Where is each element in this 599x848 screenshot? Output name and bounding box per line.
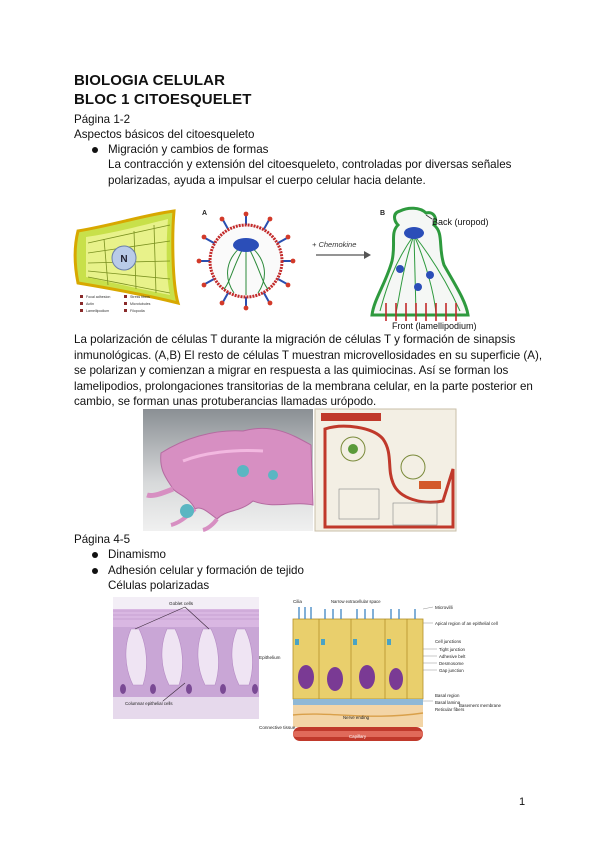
legend-entry: Actin [86,302,94,306]
chemokine-label: + Chemokine [312,240,357,249]
page-reference: Página 1-2 [74,113,131,126]
bullet-item: Adhesión celular y formación de tejido [108,564,304,577]
bullet-dot [92,552,98,558]
panel-b-label: B [380,210,386,217]
epithelium-label: Epithelium [259,655,281,660]
capillary-label: Capillary [349,734,367,739]
migrating-cell-drawing [75,211,178,313]
connective-tissue-label: Connective tissue [259,725,296,730]
basement-membrane-label: Basement membrane [459,703,501,708]
nucleus-label: N [120,254,128,265]
polarized-t-cell [372,208,489,331]
cilia-label: Cilia [293,599,302,604]
panel-a-label: A [202,210,208,217]
document-subtitle: BLOC 1 CITOESQUELET [74,91,252,108]
apical-region-label: Apical region of an epithelial cell [435,621,498,626]
desmosome-label: Desmosome [439,661,464,666]
narrow-space-label: Narrow extracellular space [331,599,381,604]
bullet-dot [92,147,98,153]
back-uropod-label: Back (uropod) [432,217,489,227]
legend-entry: Stress fibers [130,295,150,299]
tight-junction-label: Tight junction [439,647,465,652]
paragraph-line: cambio, se forman unas protuberancias llamadas urópodo. [74,395,377,408]
basal-region-label: Basal region [435,693,460,698]
legend-entry: Microtubules [130,302,151,306]
microvilli-label: Microvilli [435,605,453,610]
adhesive-belt-label: Adhesive belt [439,654,466,659]
description-line: polarizadas, ayuda a impulsar el cuerpo celular hacia delante. [108,174,426,187]
epithelium-detail-figure [259,597,501,749]
page-reference: Página 4-5 [74,533,131,546]
chemokine-arrow [312,240,371,259]
columnar-cells-label: Columnar epithelial cells [125,701,173,706]
legend-entry: Lamellipodium [86,309,110,313]
legend-entry: Filopodia [130,309,145,313]
lamellipodia-figure [143,409,456,531]
bullet-item: Dinamismo [108,548,166,561]
paragraph-line: La polarización de células T durante la migración de células T y formación de sinapsis [74,333,516,346]
resting-t-cell [197,210,296,310]
gap-junction-label: Gap junction [439,668,464,673]
paragraph-line: inmunológicas. (A,B) El resto de células T muestran microvellosidades en su superficie (A), [74,349,543,362]
bullet-item: Migración y cambios de formas [108,143,269,156]
page-number: 1 [519,796,526,808]
sub-heading: Células polarizadas [108,579,210,592]
front-lamellipodium-label: Front (lamellipodium) [392,321,477,331]
bullet-dot [92,568,98,574]
cell-junctions-label: Cell junctions [435,639,462,644]
basal-lamina-label: Basal lamina [435,700,461,705]
legend-entry: Focal adhesion [86,295,111,299]
paragraph-line: lamelipodios, prolongaciones transitorias de la membrana celular, en la parte posterior en [74,380,533,393]
epithelial-cells [293,607,423,699]
goblet-cells-label: Goblet cells [169,601,194,606]
section-heading: Aspectos básicos del citoesqueleto [74,128,255,141]
reticular-fibers-label: Reticular fibers [435,707,465,712]
t-cell-migration-figure [74,203,534,331]
description-line: La contracción y extensión del citoesqueleto, controladas por diversas señales [108,158,512,171]
columnar-epithelium-figure [113,597,259,719]
nerve-ending-label: Nerve ending [343,715,370,720]
document-title: BIOLOGIA CELULAR [74,72,226,89]
paragraph-line: se polarizan y comienzan a migrar en respuesta a las quimiocinas. Así se forman los [74,364,509,377]
